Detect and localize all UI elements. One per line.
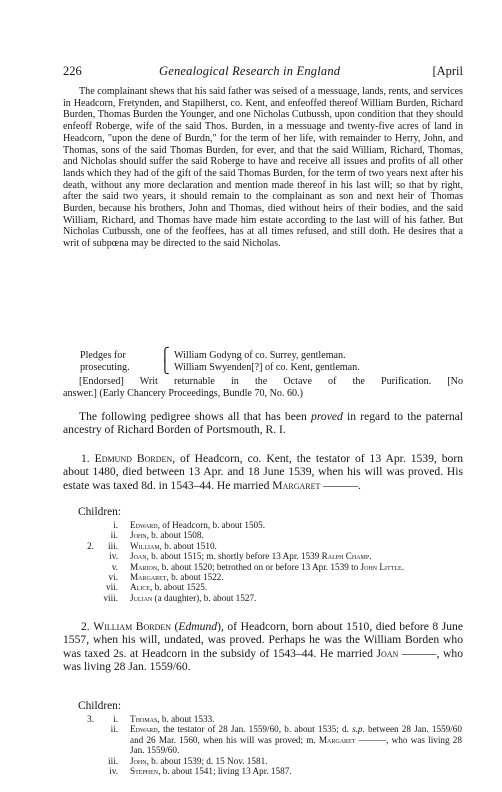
- child-item: [82, 766, 462, 776]
- child-body: [130, 724, 462, 755]
- endorsement-line-1: [Endorsed] Writ returnable in the Octave of the Purification. [No: [79, 376, 463, 387]
- child-name: Julian: [130, 592, 153, 603]
- child-numeral: iii.: [108, 755, 118, 766]
- child-body: [130, 582, 207, 592]
- entry-number: 1.: [81, 452, 90, 465]
- child-text: (a daughter), b. about 1527.: [152, 592, 257, 603]
- running-month: [April: [432, 64, 463, 78]
- child-text: , b. about 1522.: [166, 572, 224, 583]
- child-numeral: viii.: [103, 592, 118, 603]
- child-text-2: between 28 Jan. 1559/60 and 26 Mar. 1560, when his will was proved; m.: [130, 724, 462, 745]
- child-item: [82, 530, 462, 540]
- child-numeral: ii.: [110, 530, 118, 541]
- child-numeral: v.: [111, 561, 118, 572]
- child-item: [82, 714, 462, 724]
- child-numeral: iv.: [109, 766, 118, 777]
- child-body: [130, 714, 214, 724]
- child-body: [130, 572, 224, 582]
- endorsement: [63, 376, 463, 399]
- child-body: [130, 562, 404, 572]
- child-numeral: i.: [113, 714, 118, 724]
- child-item: [82, 551, 462, 561]
- child-name: Edward: [130, 520, 158, 530]
- child-body: [130, 593, 256, 603]
- entry-text: , of Headcorn, born about 1510, died before 8 June 1557, when his will, undated, was proved. Perhaps he was the William Borden who was taxed 2s. at Headcorn in the subsidy of 1543–44. He married: [63, 620, 463, 660]
- entry-name: William Borden: [93, 620, 172, 633]
- child-tail: ———, who was living 28 Jan. 1559/60.: [130, 734, 462, 756]
- child-text: , b. about 1525.: [149, 582, 208, 593]
- entry-tail: ———, who was living 28 Jan. 1559/60.: [63, 646, 463, 674]
- pledge-label-1: Pledges for: [80, 350, 126, 361]
- child-item: [82, 562, 462, 572]
- child-numeral: iii.: [108, 540, 118, 551]
- running-header: [63, 64, 463, 80]
- child-item: [82, 724, 462, 755]
- child-item: [82, 520, 462, 530]
- child-name: Alice: [130, 582, 150, 593]
- child-name: John: [130, 755, 147, 766]
- child-generation: 3.: [87, 714, 94, 724]
- entry-number: 2.: [81, 620, 90, 633]
- child-numeral: i.: [113, 520, 118, 530]
- child-body: [130, 551, 372, 561]
- entry-1: [63, 452, 463, 492]
- paren-close: ): [217, 620, 221, 633]
- intro-text: The following pedigree shows all that has been: [79, 410, 312, 423]
- child-tail: .: [369, 551, 372, 562]
- child-name: John: [130, 530, 147, 541]
- children-list-1: [82, 520, 462, 603]
- child-item: [82, 756, 462, 766]
- child-body: [130, 520, 265, 530]
- child-tail: .: [401, 561, 404, 572]
- brace-bottom: ⎩: [160, 359, 170, 374]
- child-item: [82, 541, 462, 551]
- child-name: Margaret: [130, 572, 167, 583]
- child-item: [82, 572, 462, 582]
- child-name: Thomas: [130, 714, 158, 724]
- child-spouse: Ralph Champ: [321, 551, 370, 562]
- child-body: [130, 541, 217, 551]
- running-title: Genealogical Research in England: [159, 64, 341, 78]
- child-spouse: John Little: [360, 561, 402, 572]
- entry-2: [63, 620, 463, 674]
- child-name: Stephen: [130, 766, 159, 777]
- brace-top: ⎧: [160, 347, 170, 362]
- child-name: Edward: [130, 724, 158, 735]
- child-item: [82, 582, 462, 592]
- children-label: Children:: [78, 506, 122, 518]
- child-text: , b. about 1515; m. shortly before 13 Apr. 1539: [146, 551, 322, 562]
- endorsement-line-2: answer.] (Early Chancery Proceedings, Bundle 70, No. 60.): [63, 387, 303, 399]
- child-item: [82, 593, 462, 603]
- child-text: , b. about 1520; betrothed on or before 13 Apr. 1539 to: [157, 561, 361, 572]
- child-name: Marion: [130, 561, 158, 572]
- child-text: , b. about 1539; d. 15 Nov. 1581.: [146, 755, 268, 766]
- child-numeral: vii.: [106, 582, 118, 593]
- child-text: , b. about 1508.: [146, 530, 204, 541]
- entry-tail: ———.: [320, 478, 361, 492]
- pledge-name-2: William Swyenden[?] of co. Kent, gentleman.: [174, 362, 360, 373]
- child-numeral: vi.: [108, 572, 118, 583]
- children-list-2: [82, 714, 462, 776]
- child-name: Joan: [130, 551, 147, 562]
- entry-father: Edmund: [178, 620, 218, 633]
- complaint-paragraph: The complainant shews that his said father was seised of a messuage, lands, rents, and services in Headcorn, Fretynden, and Stapilherst, co. Kent, and enfeoffed thereof William Burden, Richard Burden, Thomas Burden the Younger, and one Nicholas Cutbussh, upon condition that they should enfeoff Roberge, wife of the said Thos. Burden, in a messuage and twenty-five acres of land in Headcorn, "upon the dene of Burdn," for the term of her life, with remainder to Herry, John, and Thomas, sons of the said Thomas Burden, for ever, and that the said William, Richard, Thomas, and Nicholas should suffer the said Roberge to have and receive all issues and profits of all other lands which they had of the gift of the said Thomas Burden, for the term of two years next after his death, without any more declaration and mention made thereof in his last will; so that by right, after the said two years, it should remain to the complainant as son and next heir of Thomas Burden, because his brothers, John and Thomas, died without heirs of their bodies, and the said William, Richard, and Thomas have made him estate according to the last will of his father. But Nicholas Cutbussh, one of the feoffees, has at all times refused, and still doth. He desires that a writ of subpœna may be directed to the said Nicholas.: [63, 86, 463, 250]
- child-numeral: ii.: [110, 724, 118, 735]
- child-abbrev: s.p.: [352, 724, 365, 735]
- intro-text-tail: in regard to the paternal ancestry of Richard Borden of Portsmouth, R. I.: [63, 410, 463, 437]
- page-number: 226: [63, 64, 82, 78]
- intro-emphasis: proved: [311, 410, 343, 423]
- child-body: [130, 530, 204, 540]
- entry-name: Edmund Borden: [94, 452, 173, 465]
- children-label-2: Children:: [78, 700, 122, 712]
- child-body: [130, 756, 267, 766]
- child-generation: 2.: [87, 540, 94, 551]
- child-numeral: iv.: [109, 551, 118, 562]
- pledge-label-2: prosecuting.: [80, 362, 130, 373]
- entry-wife: Joan: [376, 646, 399, 660]
- pedigree-intro: [63, 410, 463, 437]
- child-body: [130, 766, 292, 776]
- entry-text: , of Headcorn, co. Kent, the testator of 13 Apr. 1539, born about 1480, died between 13 Apr. and 18 June 1539, when his will was proved. His estate was taxed 8d. in 1543–44. He married: [63, 452, 463, 492]
- child-text: , b. about 1533.: [157, 714, 215, 724]
- child-text: , of Headcorn, b. about 1505.: [157, 520, 266, 530]
- child-spouse: Margaret: [318, 734, 356, 745]
- child-text: , b. about 1541; living 13 Apr. 1587.: [158, 766, 292, 777]
- pledge-name-1: William Godyng of co. Surrey, gentleman.: [174, 350, 346, 361]
- entry-wife: Margaret: [272, 478, 321, 492]
- child-name: William: [130, 540, 160, 551]
- child-text: , b. about 1510.: [159, 540, 217, 551]
- paren-open: (: [171, 620, 179, 633]
- child-text: , the testator of 28 Jan. 1559/60, b. about 1535; d.: [157, 724, 353, 735]
